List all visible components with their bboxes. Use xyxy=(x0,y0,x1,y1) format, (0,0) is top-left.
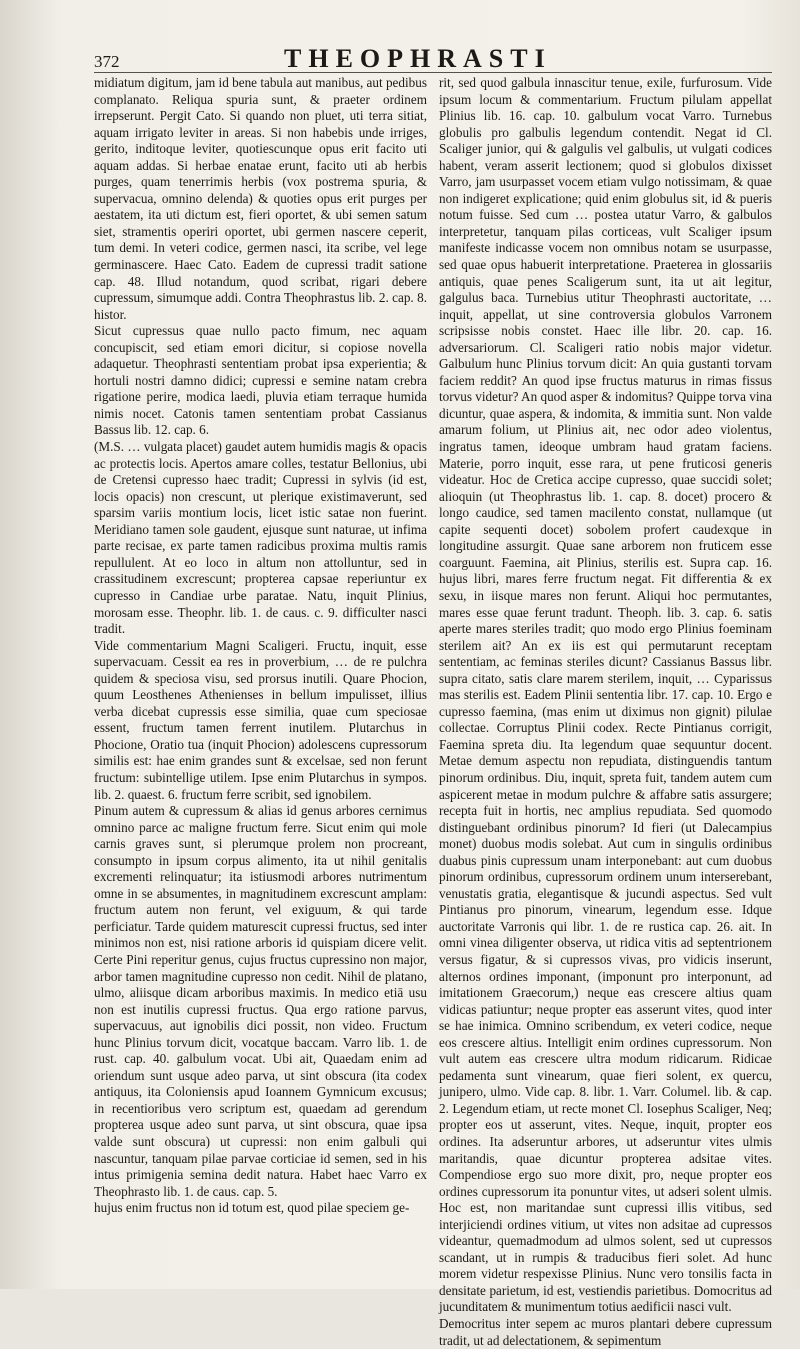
right-column xyxy=(439,75,772,1348)
text-columns xyxy=(94,75,772,1348)
page-header xyxy=(94,44,772,73)
left-paragraph-4: Vide commentarium Magni Scaligeri. Fructu, inquit, esse supervacuam. Cessit ea res in proverbium, … de re pulchra quidem & speciosa visu, sed prorsus inutili. Quare Phocion, quum Leosthenes Athenienses in bellum impulisset, illius verba dicebat cupressis esse similia, quae cum speciosae essent, fructum tamen ferrent inutilem. Plutarchus in Phocione, Oratio tua (inquit Phocion) adolescens cupressorum similis est: hae enim grandes sunt & excelsae, sed non ferunt fructum: subintellige utilem. Ipse enim Plutarchus in sympos. lib. 2. quaest. 6. fructum ferre scribit, sed ignobilem. xyxy=(94,637,427,802)
running-title: THEOPHRASTI xyxy=(284,44,552,73)
left-paragraph-6: hujus enim fructus non id totum est, quod pilae speciem ge- xyxy=(94,1200,410,1216)
left-paragraph-1: midiatum digitum, jam id bene tabula aut manibus, aut pedibus complanato. Reliqua spuria sunt, & praeter ordinem irrepserunt. Pergit Cato. Si quando non pluet, uti terra sitiat, aquam irrigato leviter in areas. Si non habebis unde irriges, gerito, inditoque leviter, quotiescunque opus erit facito uti aquam addas. Si herbae enatae erunt, facito uti ab herbis purges, quam tenerrimis herbis (vox postrema spuria, & supervacua, omnino delenda) & quoties opus erit purges per aestatem, ita uti dictum est, fieri oportet, & ubi semen satum siet, stramentis operiri oportet, ubi germen nascere ceperit, tum demi. In veteri codice, germen nasci, ita scribe, vel lege germinascere. Haec Cato. Eadem de cupressi tradit satione cap. 48. Illud notandum, quod scribat, rigari debere cupressum, simumque addi. Contra Theophrastus lib. 2. cap. 8. histor. xyxy=(94,75,427,322)
left-column xyxy=(94,75,427,1289)
page-number: 372 xyxy=(94,52,120,71)
left-paragraph-2: Sicut cupressus quae nullo pacto fimum, nec aquam concupiscit, sed etiam emori dicitur, si copiose novella adaquetur. Theophrasti sententiam probat ipsa experientia; & hortuli nostri damno didici; cupressi e semine natam crebra rigatione perire, modica laedi, pluvia etiam terraque humida nimis nocet. Catonis tamen sententiam probat Cassianus Bassus lib. 12. cap. 6. xyxy=(94,323,427,438)
left-paragraph-3: (M.S. … vulgata placet) gaudet autem humidis magis & opacis ac protectis locis. Apertos amare colles, testatur Bellonius, ubi de Cretensi cupresso haec tradit; Cupressi in sylvis (id est, locis opacis) non crescunt, ut plerique existimaverunt, sed sparsim variis montium locis, licet istic satae non fuerint. Meridiano tamen sole gaudent, ejusque sunt naturae, ut infima parte recisae, ex parte tamen radicibus proxima multis ramis repullulent. At eo loco in altum non attolluntur, sed in crassitudinem excrescunt; propterea capsae reperiuntur ex cupresso in Candiae urbe paratae. Natu, inquit Plinius, morosam esse. Theophr. lib. 1. de caus. c. 9. difficulter nasci tradit. xyxy=(94,439,427,637)
right-paragraph-1: rit, sed quod galbula innascitur tenue, exile, furfurosum. Vide ipsum locum & commentarium. Fructum pilulam appellat Plinius lib. 16. cap. 10. galbulum vocat Varro. Turnebus globulis pro galbulis legendum contendit. Negat id Cl. Scaliger junior, qui & galgulis vel galbulis, ut vulgati codices habent, veram asserit lectionem; quod si globulos dixisset Varro, jam usurpasset vocem etiam vulgo notissimam, & quae non indigeret explicatione; quid enim globulus sit, id & pueris notum fuisse. Sed cum … postea utatur Varro, & galbulos interpretetur, tanquam pilas corticeas, vult Scaliger ipsum manifeste indicasse vocem non omnibus notam se usurpasse, sed quae opus habuerit interpretatione. Praeterea in glossariis antiquis, quae penes Scaligerum sunt, ita ut ait legitur, galgulus baca. Turnebius utitur Theophrasti auctoritate, … inquit, appellat, ut sine controversia globulos Varronem scripsisse nobis constet. Haec ille libr. 20. cap. 16. adversariorum. Cl. Scaligeri ratio nobis major videtur. Galbulum hunc Plinius torvum dicit: An quia gustanti torvam faciem reddit? An quod ipse fructus maturus in rimas fissus torvus videtur? An quod asper & indomitus? Quippe torva vina dicuntur, quae aspera, & indomita, & immitia sunt. Non valde amarum folium, ut Plinius ait, nec odor adeo violentus, ingratus tamen, ideoque umbram haud gratam faciens. Materie, porro inquit, esse rara, ut pene fruticosi generis videatur. Hoc de Cretica accipe cupresso, quae succidi solet; alioquin (ut Theophrastus lib. 1. cap. 8. docet) procero & longo caudice, sed tamen macilento constat, nullamque (ut capite sequenti docet) sobolem profert caudexque in longitudine assurgit. Quae sane arborem non fruticem esse coarguunt. Faemina, ait Plinius, sterilis est. Supra cap. 16. hujus libri, mares ferre fructum negat. Fit differentia & ex sexu, in iisque mares non ferunt. Aliqui hoc permutantes, mares esse quae ferunt tradunt. Theoph. lib. 3. cap. 6. satis aperte mares steriles tradit; quo modo ergo Plinius foeminam sterilem ait? An ex iis est qui permutarunt receptam sententiam, ac feminas steriles dicunt? Cassianus Bassus libr. supra citato, satis clare marem sterilem, inquit, … Cyparissus mas sterilis est. Eadem Plinii sententia libr. 17. cap. 10. Ergo e cupresso faemina, (mas enim ut diximus non gignit) pilulae collectae. Corruptus Plinii codex. Recte Pintianus corrigit, Faemina spreta diu. Ita legendum quae sequuntur docent. Metae demum aspectu non repudiata, distinguendis tantum pinorum ordinibus. Diu, inquit, spreta fuit, tandem autem cum aspicerent metae in modum pulchre & affabre satis assurgere; recepta fuit in hortis, nec amplius repudiata. Sed quomodo distinguebant ordinibus pinorum? Id fieri (ut Dalecampius monet) duobus modis solebat. Aut cum in singulis ordinibus duabus pinis cupressum unam interponebant: aut cum duobus pinorum ordinibus, cupressorum ordinem unum interserebant, venustatis gratia, elegantisque & jucundi aspectus. Sed vult Pintianus pro pinorum, vinearum, legendum esse. Idque auctoritate Varronis qui libr. 1. de re rustica cap. 26. ait. In omni vinea diligenter observa, ut ridica vitis ad septentrionem versus figatur, & si cupressos vivas, pro vidicis inserunt, alternos ordines imponant, (imponunt pro interponunt, ad imitationem Graecorum,) neque eas crescere altius quam vidicas patiuntur; neque propter eas asserunt vites, quod inter se hae inimica. Omnino scribendum, ex veteri codice, neque eos crescere altius. Intelligit enim ordines cupressorum. Non vult autem eas crescere ultra modum ridicarum. Ridicae pedamenta sunt vinearum, quae fieri solent, ex quercu, junipero, ulmo. Vide cap. 8. libr. 1. Varr. Columel. lib. & cap. 2. Legendum etiam, ut recte monet Cl. Iosephus Scaliger, Neq; propter eos ut asserunt, vites. Neque, inquit, propter eos ordines. Ita adseruntur arbores, ut adseruntur vites ulmis maritandis, quae dicuntur propterea adsitae vites. Compendiose ergo suo more dixit, pro, neque propter eos ordines cupressorum ita ponuntur vites, ut adseri solent ulmis. Hoc est, non maritandae sunt cupressi illis vitibus, sed interjiciendi ordines vitium, ut vites non adsitae ad cupressos videantur, quemadmodum ad ulmos solent, sed ut cupressos scandant, ut in rumpis & traducibus fieri solet. Ad hunc morem videtur respexisse Plinius. Nunc vero tonsilis facta in densitate parietum, id est, vestiendis parietibus. Domocritus ad jucunditatem & munimentum totius aedificii nasci vult. xyxy=(439,75,772,1315)
right-paragraph-2: Democritus inter sepem ac muros plantari debere cupressum tradit, ut ad delectationem, & sepimentum xyxy=(439,1316,772,1348)
left-paragraph-5: Pinum autem & cupressum & alias id genus arbores cernimus omnino parce ac maligne fructum ferre. Sicut enim qui mole carnis graves sunt, si plerumque prolem non procreant, consumpto in ipsum corpus alimento, ita ut nihil genitalis excrementi relinquatur; ita istiusmodi arbores nutrimentum omne in se absumentes, in magnitudinem excrescunt amplam: fructum autem non ferunt, vel exiguum, & qui tarde perficiatur. Tarde quidem maturescit cupressi fructus, sed inter minimos non est, nisi ratione arboris id quispiam dicere velit. Certe Pini reperitur genus, cujus fructus cupressino non major, arbor tamen magnitudine cupresso non cedit. Nihil de platano, ulmo, aliisque dicam arboribus maximis. In medico etiā usu non est inutilis cupressi fructus. Qua ergo ratione parvus, supervacuus, aut ignobilis dici possit, non video. Fructum hunc Plinius torvum dicit, vocatque baccam. Varro lib. 1. de rust. cap. 40. galbulum vocat. Ubi ait, Quaedam enim ad oriendum sunt usque adeo parva, ut sint obscura (ita codex antiquus, ita Coloniensis apud Ioannem Gymnicum excusus; in recentioribus vero scriptum est, quaedam ad gerendum propterea usque adeo sunt parva, ut sint obscura, quae ipsa valde sunt obscura) ut cupressi: non enim galbuli qui nascuntur, tanquam pilae parvae corticiae id semen, sed in his intus primigenia semina dedit natura. Habet haec Varro ex Theophrasto lib. 1. de caus. cap. 5. xyxy=(94,803,427,1199)
